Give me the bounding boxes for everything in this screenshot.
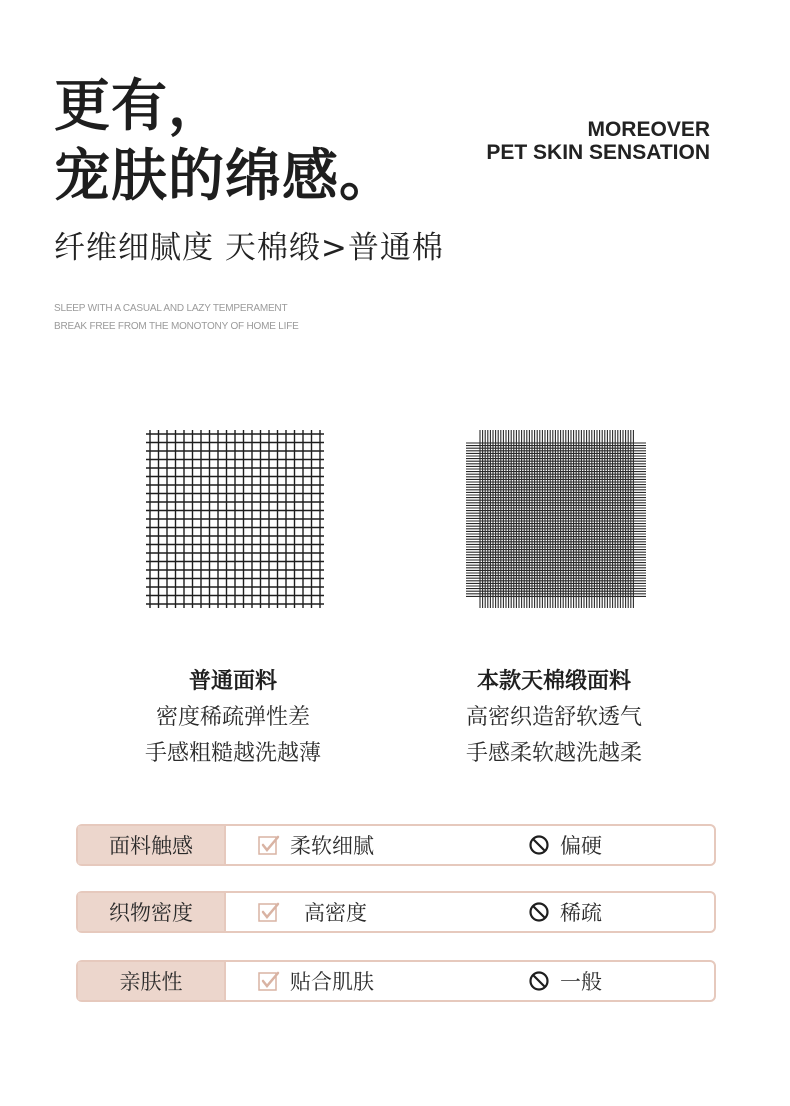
row-label: 织物密度 (78, 893, 226, 931)
row-bad-text: 一般 (560, 970, 602, 994)
row-bad-value (528, 826, 602, 864)
headline (54, 72, 396, 212)
small-english-text (54, 300, 299, 336)
english-heading-line-1: MOREOVER (587, 118, 710, 141)
prohibited-icon (528, 834, 550, 856)
prohibited-icon (528, 970, 550, 992)
headline-line-1: 更有， (54, 74, 225, 139)
dense-weave-illustration (466, 430, 646, 608)
comparison-row-texture (76, 824, 716, 866)
left-column-line-1: 密度稀疏弹性差 (155, 705, 310, 730)
sparse-weave-illustration (146, 430, 324, 608)
subtitle: 纤维细腻度 天棉缎>普通棉 (54, 230, 444, 266)
small-english-line-2: BREAK FREE FROM THE MONOTONY OF HOME LIFE (54, 321, 299, 332)
prohibited-icon (528, 901, 550, 923)
right-column-line-1: 高密织造舒软透气 (465, 705, 642, 730)
right-column-title: 本款天棉缎面料 (476, 669, 631, 694)
row-bad-text: 稀疏 (560, 901, 602, 925)
row-good-value (258, 962, 374, 1000)
small-english-line-1: SLEEP WITH A CASUAL AND LAZY TEMPERAMENT (54, 303, 288, 314)
check-icon (258, 901, 280, 923)
right-column-line-2: 手感柔软越洗越柔 (465, 741, 642, 766)
row-good-text: 高密度 (304, 901, 367, 925)
headline-line-2: 宠肤的绵感。 (54, 144, 396, 209)
comparison-row-skin (76, 960, 716, 1002)
row-good-text: 贴合肌肤 (290, 970, 374, 994)
row-good-text: 柔软细腻 (290, 834, 374, 858)
english-heading-line-2: PET SKIN SENSATION (486, 141, 710, 164)
left-column-title: 普通面料 (188, 669, 277, 694)
row-label: 面料触感 (78, 826, 226, 864)
check-icon (258, 970, 280, 992)
check-icon (258, 834, 280, 856)
row-label: 亲肤性 (78, 962, 226, 1000)
row-bad-value (528, 962, 602, 1000)
row-bad-text: 偏硬 (560, 834, 602, 858)
comparison-row-density (76, 891, 716, 933)
left-column-line-2: 手感粗糙越洗越薄 (144, 741, 321, 766)
row-bad-value (528, 893, 602, 931)
row-good-value (258, 893, 367, 931)
english-heading (486, 118, 710, 164)
row-good-value (258, 826, 374, 864)
